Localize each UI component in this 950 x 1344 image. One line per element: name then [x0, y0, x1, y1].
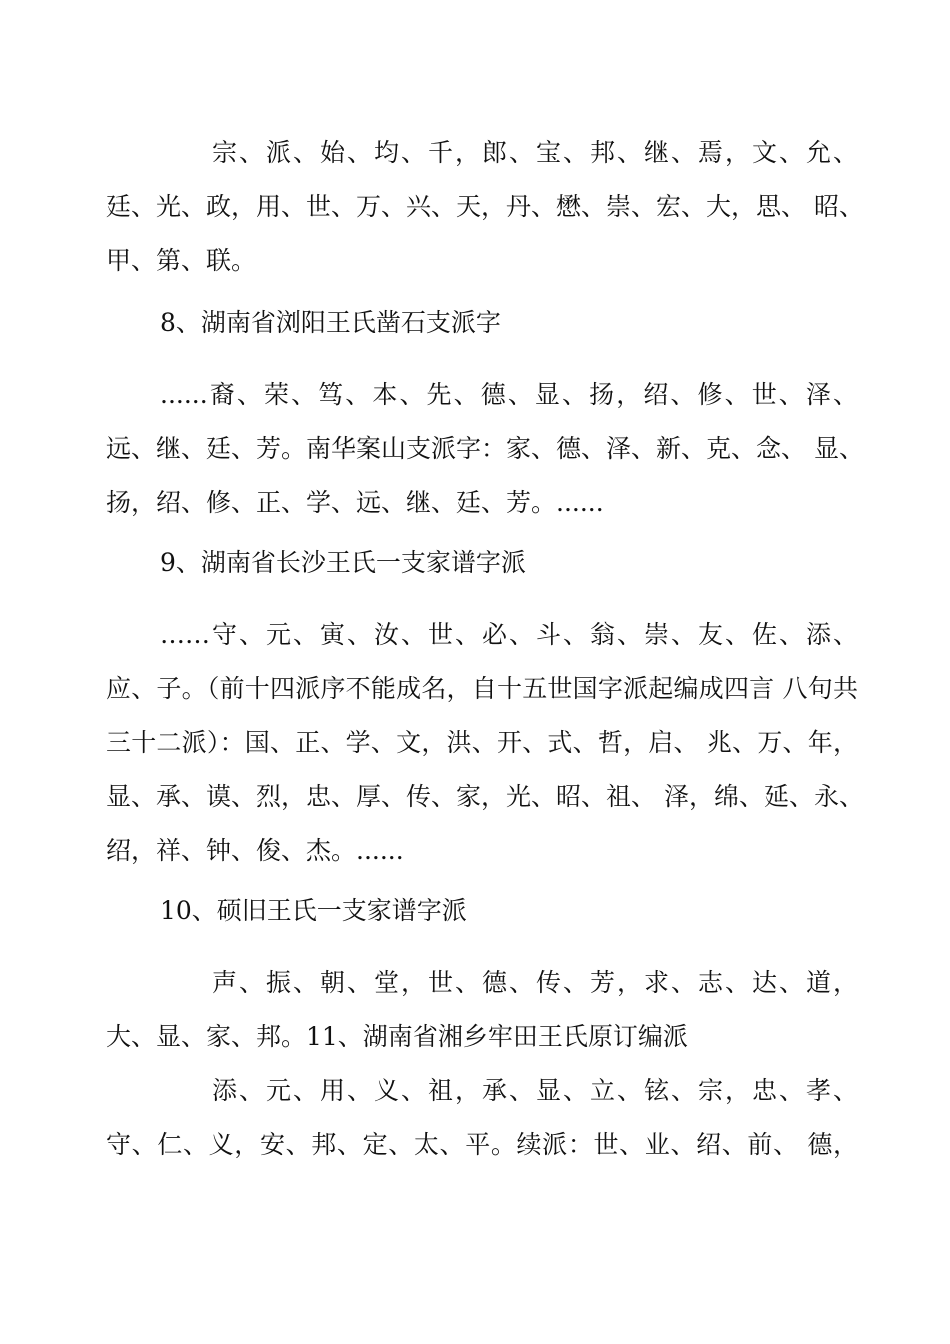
section-heading-8: 8、湖南省浏阳王氏凿石支派字	[160, 308, 501, 337]
text-line-2: 廷、光、政，用、世、万、兴、天，丹、懋、崇、宏、大，思、 昭、	[106, 192, 864, 221]
text-line-12: 显、承、谟、烈，忠、厚、传、家，光、昭、祖、 泽，绵、延、永、	[106, 782, 864, 811]
text-line-17: 添、元、用、义、祖，承、显、立、铉、宗，忠、孝、	[212, 1076, 858, 1105]
text-line-7: 扬，绍、修、正、学、远、继、廷、芳。......	[106, 488, 604, 517]
text-line-16: 大、显、家、邦。11、湖南省湘乡牢田王氏原订编派	[106, 1022, 688, 1051]
text-line-15: 声、振、朝、堂，世、德、传、芳，求、志、达、道，	[212, 968, 858, 997]
text-line-5: ......裔、荣、笃、本、先、德、显、扬，绍、修、世、泽、	[160, 380, 858, 409]
text-line-11: 三十二派）：国、正、学、文，洪、开、式、哲，启、 兆、万、年，	[106, 728, 858, 757]
text-line-3: 甲、第、联。	[106, 246, 257, 275]
section-heading-9: 9、湖南省长沙王氏一支家谱字派	[160, 548, 526, 577]
text-line-18: 守、仁、义，安、邦、定、太、平。续派：世、业、绍、前、 德，	[106, 1130, 858, 1159]
text-line-9: ……守、元、寅、汝、世、必、斗、翁、崇、友、佐、添、	[160, 620, 858, 649]
text-line-6: 远、继、廷、芳。南华案山支派字：家、德、泽、新、克、念、 显、	[106, 434, 864, 463]
text-line-13: 绍，祥、钟、俊、杰。......	[106, 836, 404, 865]
text-line-1: 宗、派、始、均、千，郎、宝、邦、继、焉，文、允、	[212, 138, 858, 167]
text-line-10: 应、子。（前十四派序不能成名，自十五世国字派起编成四言 八句共	[106, 674, 858, 703]
section-heading-10: 10、硕旧王氏一支家谱字派	[160, 896, 467, 925]
